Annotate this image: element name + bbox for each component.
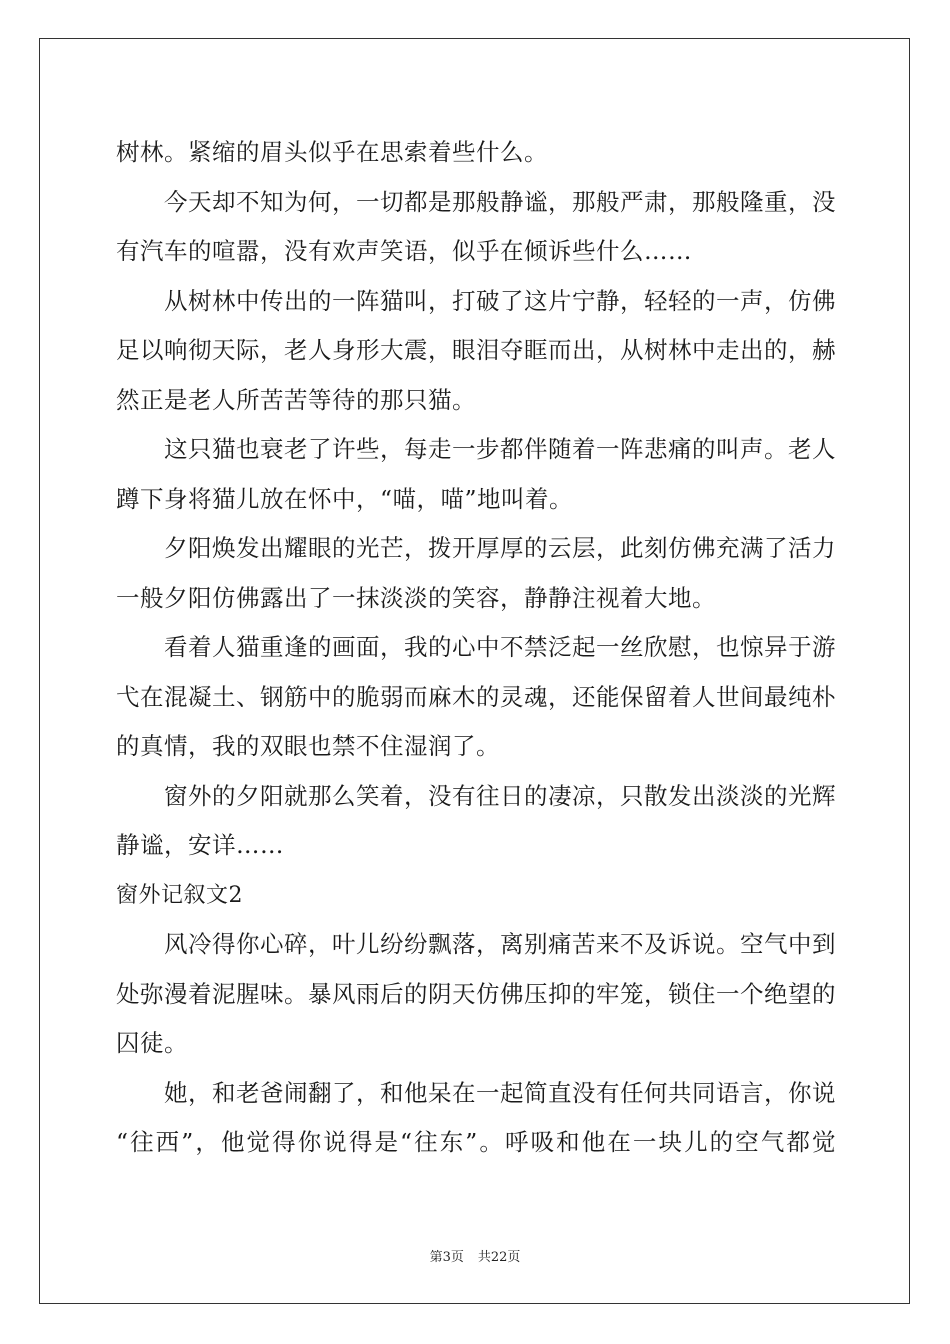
text-line: 弋在混凝土、钢筋中的脆弱而麻木的灵魂，还能保留着人世间最纯朴	[116, 682, 836, 711]
paragraph-start-line: 这只猫也衰老了许些，每走一步都伴随着一阵悲痛的叫声。老人	[164, 435, 836, 463]
page-number: 第3页	[429, 1250, 464, 1265]
text-line: “往西”，他觉得你说得是“往东”。呼吸和他在一块儿的空气都觉	[116, 1128, 836, 1156]
paragraph-start-line: 窗外的夕阳就那么笑着，没有往日的凄凉，只散发出淡淡的光辉	[164, 781, 836, 810]
paragraph-start-line: 看着人猫重逢的画面，我的心中不禁泛起一丝欣慰，也惊异于游	[164, 633, 836, 661]
page-footer	[0, 1246, 950, 1265]
section-heading: 窗外记叙文2	[116, 882, 243, 908]
text-line: 处弥漫着泥腥味。暴风雨后的阴天仿佛压抑的牢笼，锁住一个绝望的	[116, 979, 836, 1008]
paragraph-start-line: 从树林中传出的一阵猫叫，打破了这片宁静，轻轻的一声，仿佛	[164, 286, 836, 315]
text-line: 然正是老人所苦苦等待的那只猫。	[116, 385, 476, 414]
text-line: 有汽车的喧嚣，没有欢声笑语，似乎在倾诉些什么……	[116, 237, 692, 265]
document-body	[116, 128, 836, 1168]
text-line: 足以响彻天际，老人身形大震，眼泪夺眶而出，从树林中走出的，赫	[116, 336, 836, 364]
paragraph-start-line: 今天却不知为何，一切都是那般静谧，那般严肃，那般隆重，没	[164, 187, 836, 216]
text-line: 囚徒。	[116, 1029, 188, 1057]
paragraph-start-line: 她，和老爸闹翻了，和他呆在一起简直没有任何共同语言，你说	[164, 1078, 836, 1107]
paragraph-start-line: 夕阳焕发出耀眼的光芒，拨开厚厚的云层，此刻仿佛充满了活力	[164, 534, 836, 562]
text-line: 静谧，安详……	[116, 831, 284, 859]
page-total: 共22页	[477, 1250, 521, 1265]
text-line: 树林。紧缩的眉头似乎在思索着些什么。	[116, 138, 548, 166]
text-line: 蹲下身将猫儿放在怀中，“喵，喵”地叫着。	[116, 484, 574, 513]
paragraph-start-line: 风冷得你心碎，叶儿纷纷飘落，离别痛苦来不及诉说。空气中到	[164, 930, 836, 958]
text-line: 一般夕阳仿佛露出了一抹淡淡的笑容，静静注视着大地。	[116, 583, 716, 612]
text-line: 的真情，我的双眼也禁不住湿润了。	[116, 732, 500, 760]
